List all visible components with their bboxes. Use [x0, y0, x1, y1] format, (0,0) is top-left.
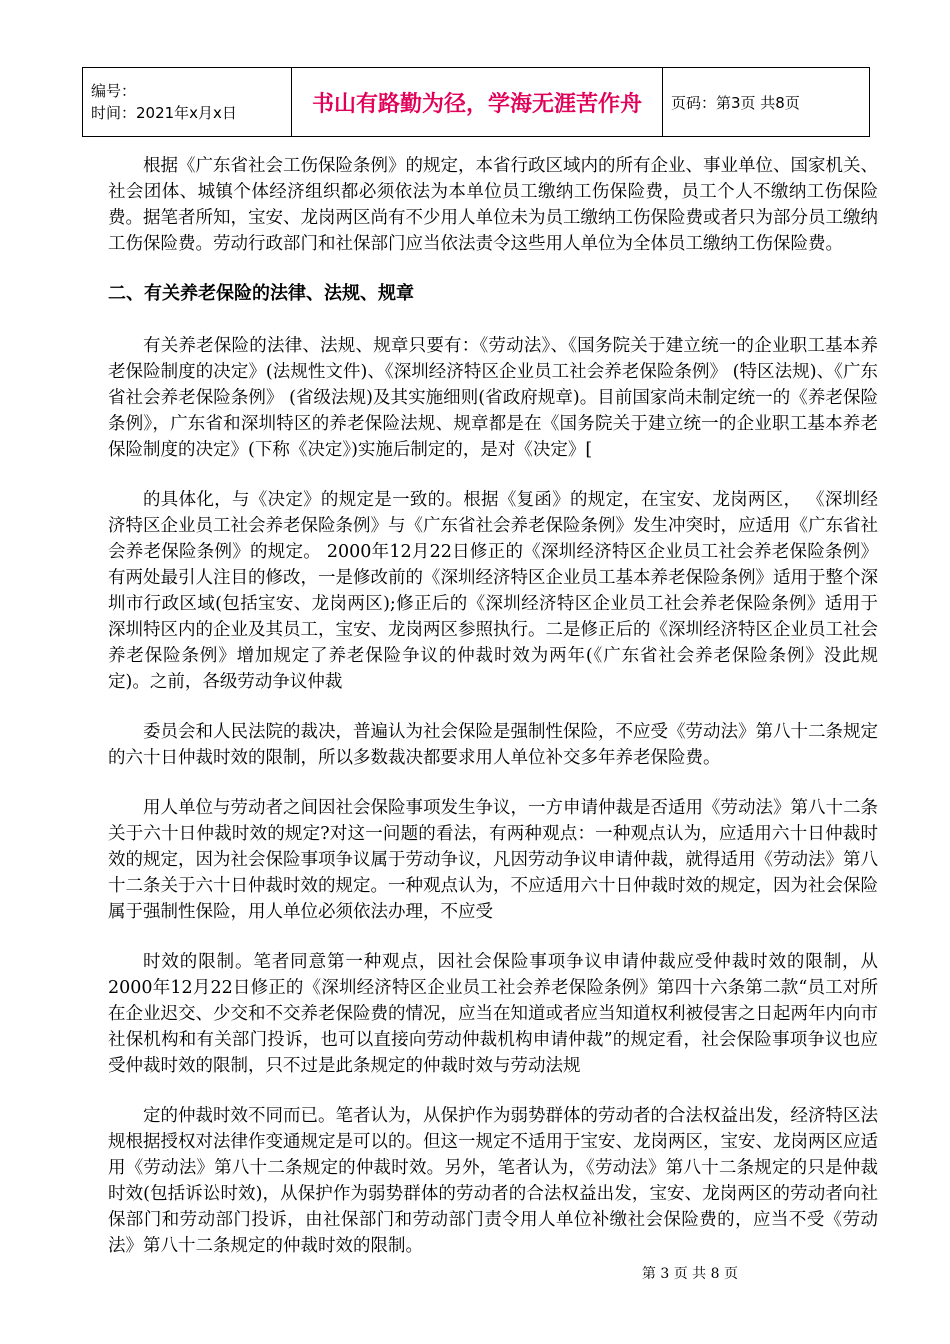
- page-info: 页码：第3页 共8页: [663, 68, 870, 137]
- paragraph: 时效的限制。笔者同意第一种观点，因社会保险事项争议申请仲裁应受仲裁时效的限制，从2000年12月22日修正的《深圳经济特区企业员工社会养老保险条例》第四十六条第二款“员工对所在企业迟交、少交和不交养老保险费的情况，应当在知道或者应当知道权利被侵害之日起两年内向市社保机构和有关部门投诉，也可以直接向劳动仲裁机构申请仲裁”的规定看，社会保险事项争议也应受仲裁时效的限制，只不过是此条规定的仲裁时效与劳动法规: [108, 952, 878, 1076]
- footer-page-number: 第 3 页 共 8 页: [641, 1266, 738, 1282]
- paragraph: 的具体化，与《决定》的规定是一致的。根据《复函》的规定，在宝安、龙岗两区， 《深圳经济特区企业员工社会养老保险条例》与《广东省社会养老保险条例》发生冲突时，应适用《广东省社会养老保险条例》的规定。 2000年12月22日修正的《深圳经济特区企业员工社会养老保险条例》有两处最引人注目的修改，一是修改前的《深圳经济特区企业员工基本养老保险条例》适用于整个深圳市行政区域(包括宝安、龙岗两区);修正后的《深圳经济特区企业员工社会养老保险条例》适用于深圳特区内的企业及其员工，宝安、龙岗两区参照执行。二是修正后的《深圳经济特区企业员工社会养老保险条例》增加规定了养老保险争议的仲裁时效为两年(《广东省社会养老保险条例》没此规定)。之前，各级劳动争议仲裁: [108, 490, 878, 692]
- document-number: 编号：: [91, 82, 137, 100]
- paragraph: 定的仲裁时效不同而已。笔者认为，从保护作为弱势群体的劳动者的合法权益出发，经济特区法规根据授权对法律作变通规定是可以的。但这一规定不适用于宝安、龙岗两区，宝安、龙岗两区应适用《劳动法》第八十二条规定的仲裁时效。另外，笔者认为，《劳动法》第八十二条规定的只是仲裁时效(包括诉讼时效)，从保护作为弱势群体的劳动者的合法权益出发，宝安、龙岗两区的劳动者向社保部门和劳动部门投诉，由社保部门和劳动部门责令用人单位补缴社会保险费的，应当不受《劳动法》第八十二条规定的仲裁时效的限制。: [108, 1106, 878, 1256]
- header-meta: [83, 68, 292, 137]
- section-heading: 二、有关养老保险的法律、法规、规章: [108, 283, 414, 304]
- paragraph: 用人单位与劳动者之间因社会保险事项发生争议，一方申请仲裁是否适用《劳动法》第八十二条关于六十日仲裁时效的规定?对这一问题的看法，有两种观点：一种观点认为，应适用六十日仲裁时效的规定，因为社会保险事项争议属于劳动争议，凡因劳动争议申请仲裁，就得适用《劳动法》第八十二条关于六十日仲裁时效的规定。一种观点认为，不应适用六十日仲裁时效的规定，因为社会保险属于强制性保险，用人单位必须依法办理，不应受: [108, 798, 878, 922]
- motto-text: 书山有路勤为径，学海无涯苦作舟: [311, 91, 642, 117]
- document-date: 时间：2021年x月x日: [91, 104, 237, 122]
- paragraph: 委员会和人民法院的裁决，普遍认为社会保险是强制性保险，不应受《劳动法》第八十二条规定的六十日仲裁时效的限制，所以多数裁决都要求用人单位补交多年养老保险费。: [108, 722, 878, 768]
- paragraph-intro: 根据《广东省社会工伤保险条例》的规定，本省行政区域内的所有企业、事业单位、国家机关、社会团体、城镇个体经济组织都必须依法为本单位员工缴纳工伤保险费，员工个人不缴纳工伤保险费。据笔者所知，宝安、龙岗两区尚有不少用人单位未为员工缴纳工伤保险费或者只为部分员工缴纳工伤保险费。劳动行政部门和社保部门应当依法责令这些用人单位为全体员工缴纳工伤保险费。: [108, 156, 878, 254]
- document-header: [82, 67, 870, 137]
- document-body: [108, 153, 878, 1283]
- paragraph: 有关养老保险的法律、法规、规章只要有：《劳动法》、《国务院关于建立统一的企业职工基本养老保险制度的决定》(法规性文件)、《深圳经济特区企业员工社会养老保险条例》 (特区法规)、《广东省社会养老保险条例》 (省级法规)及其实施细则(省政府规章)。目前国家尚未制定统一的《养老保险条例》，广东省和深圳特区的养老保险法规、规章都是在《国务院关于建立统一的企业职工基本养老保险制度的决定》(下称《决定》)实施后制定的，是对《决定》[: [108, 336, 878, 460]
- header-motto-cell: [292, 68, 663, 137]
